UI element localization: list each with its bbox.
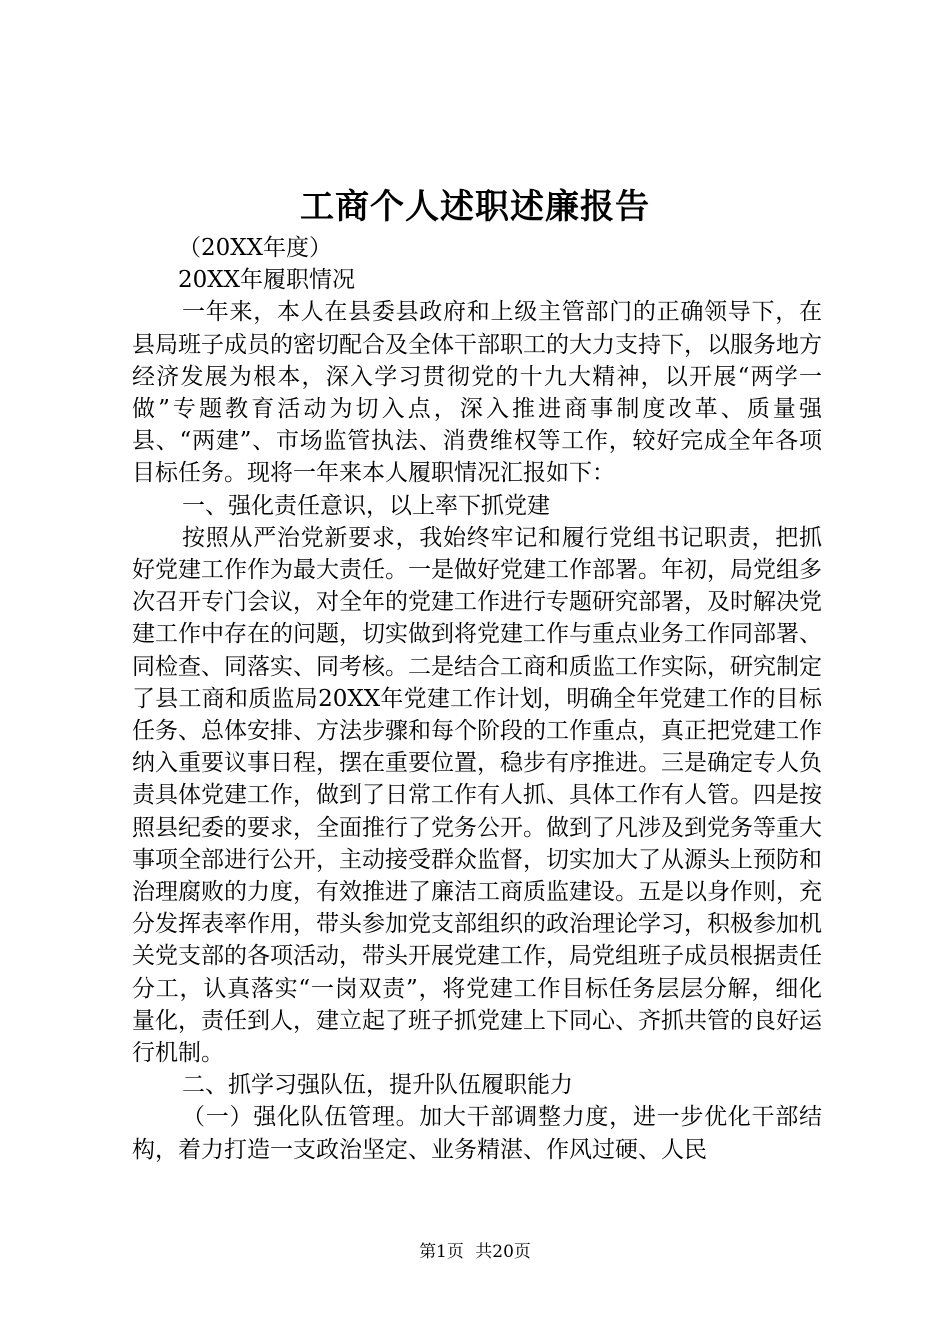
- body-paragraph: 按照从严治党新要求，我始终牢记和履行党组书记职责，把抓好党建工作作为最大责任。一是做好党建工作部署。年初，局党组多次召开专门会议，对全年的党建工作进行专题研究部署，及时解决党建工作中存在的问题，切实做到将党建工作与重点业务工作同部署、同检查、同落实、同考核。二是结合工商和质监工作实际，研究制定了县工商和质监局20XX年党建工作计划，明确全年党建工作的目标任务、总体安排、方法步骤和每个阶段的工作重点，真正把党建工作纳入重要议事日程，摆在重要位置，稳步有序推进。三是确定专人负责具体党建工作，做到了日常工作有人抓、具体工作有人管。四是按照县纪委的要求，全面推行了党务公开。做到了凡涉及到党务等重大事项全部进行公开，主动接受群众监督，切实加大了从源头上预防和治理腐败的力度，有效推进了廉洁工商质监建设。五是以身作则，充分发挥表率作用，带头参加党支部组织的政治理论学习，积极参加机关党支部的各项活动，带头开展党建工作，局党组班子成员根据责任分工，认真落实“一岗双责”，将党建工作目标任务层层分解，细化量化，责任到人，建立起了班子抓党建上下同心、齐抓共管的良好运行机制。: [132, 524, 822, 1067]
- section-heading: 二、抓学习强队伍，提升队伍履职能力: [182, 1072, 573, 1099]
- body-paragraph: （一）强化队伍管理。加大干部调整力度，进一步优化干部结构，着力打造一支政治坚定、业务精湛、作风过硬、人民: [132, 1104, 822, 1163]
- section-heading: 一、强化责任意识，以上率下抓党建: [182, 492, 550, 519]
- page-number: 第1页: [419, 1242, 464, 1262]
- body-paragraph: 一年来，本人在县委县政府和上级主管部门的正确领导下，在县局班子成员的密切配合及全体干部职工的大力支持下，以服务地方经济发展为根本，深入学习贯彻党的十九大精神，以开展“两学一做”专题教育活动为切入点，深入推进商事制度改革、质量强县、“两建”、市场监管执法、消费维权等工作，较好完成全年各项目标任务。现将一年来本人履职情况汇报如下：: [132, 299, 822, 487]
- section-heading: 20XX年履职情况: [178, 267, 356, 294]
- document-title: 工商个人述职述廉报告: [300, 187, 650, 227]
- year-subtitle: （20XX年度）: [178, 235, 333, 261]
- page-footer: [0, 1240, 950, 1264]
- document-body: [132, 232, 822, 1166]
- page-total: 共20页: [475, 1242, 531, 1262]
